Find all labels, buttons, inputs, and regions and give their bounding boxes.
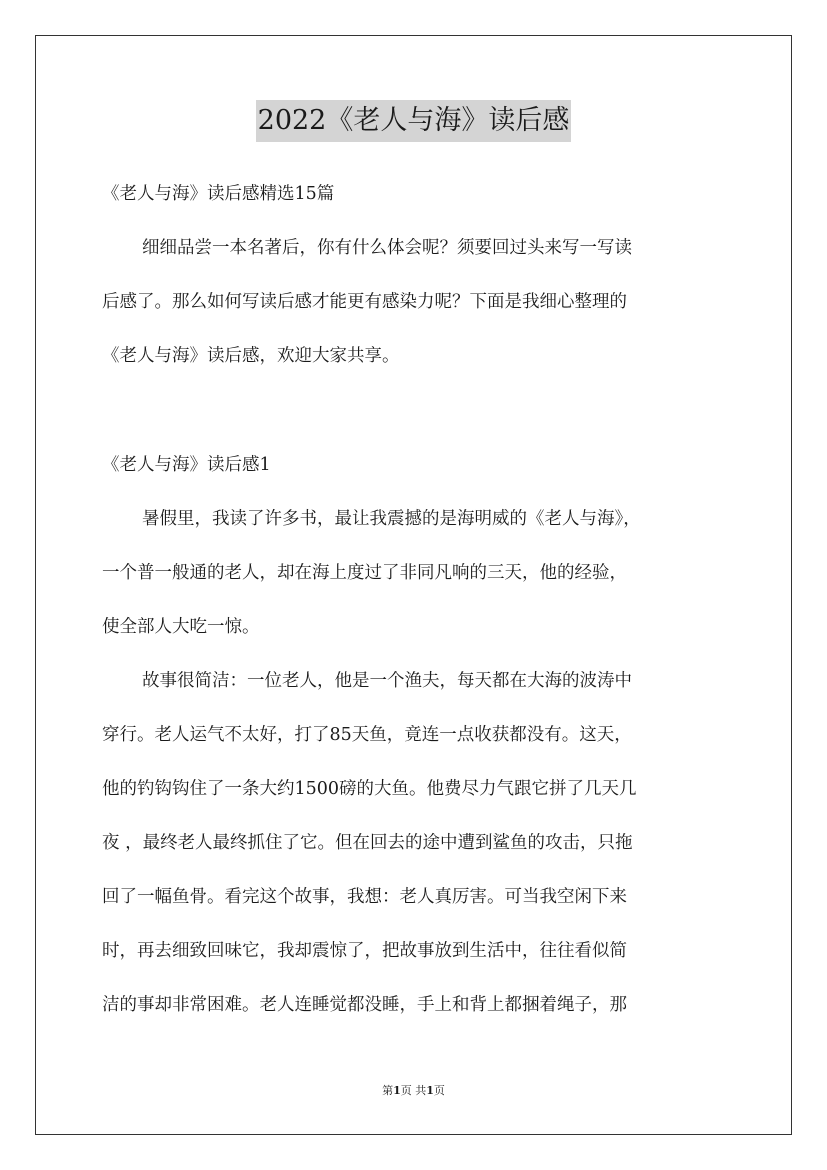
intro-line-1: 细细品尝一本名著后，你有什么体会呢？须要回过头来写一写读 (142, 238, 632, 258)
footer-page-prefix: 第 (382, 1084, 394, 1097)
para2-line-7: 洁的事却非常困难。老人连睡觉都没睡，手上和背上都捆着绳子，那 (102, 995, 627, 1015)
para2-line-6: 时，再去细致回味它，我却震惊了，把故事放到生活中，往往看似简 (102, 941, 627, 961)
section-heading: 《老人与海》读后感1 (102, 455, 271, 475)
para2-line-1: 故事很简洁：一位老人，他是一个渔夫，每天都在大海的波涛中 (142, 671, 632, 691)
document-title: 2022《老人与海》读后感 (256, 100, 572, 142)
footer-page-number: 1 (393, 1084, 401, 1097)
para2-line-5: 回了一幅鱼骨。看完这个故事，我想：老人真厉害。可当我空闲下来 (102, 887, 627, 907)
document-subtitle: 《老人与海》读后感精选15篇 (102, 184, 335, 204)
para1-line-1: 暑假里，我读了许多书，最让我震撼的是海明威的《老人与海》， (142, 509, 641, 529)
title-container (0, 100, 827, 142)
para2-line-4: 夜 ，最终老人最终抓住了它。但在回去的途中遭到鲨鱼的攻击，只拖 (102, 833, 633, 853)
para1-line-2: 一个普一般通的老人，却在海上度过了非同凡响的三天，他的经验， (102, 563, 627, 583)
intro-line-2: 后感了。那么如何写读后感才能更有感染力呢？下面是我细心整理的 (102, 292, 627, 312)
para2-line-2: 穿行。老人运气不太好，打了85天鱼，竟连一点收获都没有。这天， (102, 725, 632, 745)
intro-line-3: 《老人与海》读后感，欢迎大家共享。 (102, 346, 400, 366)
footer-page-mid: 页 共 (400, 1084, 427, 1097)
para2-line-3: 他的钓钩钩住了一条大约1500磅的大鱼。他费尽力气跟它拼了几天几 (102, 779, 637, 799)
para1-line-3: 使全部人大吃一惊。 (102, 617, 260, 637)
page-footer (0, 1083, 827, 1099)
footer-page-total: 1 (426, 1084, 434, 1097)
footer-page-suffix: 页 (433, 1084, 445, 1097)
